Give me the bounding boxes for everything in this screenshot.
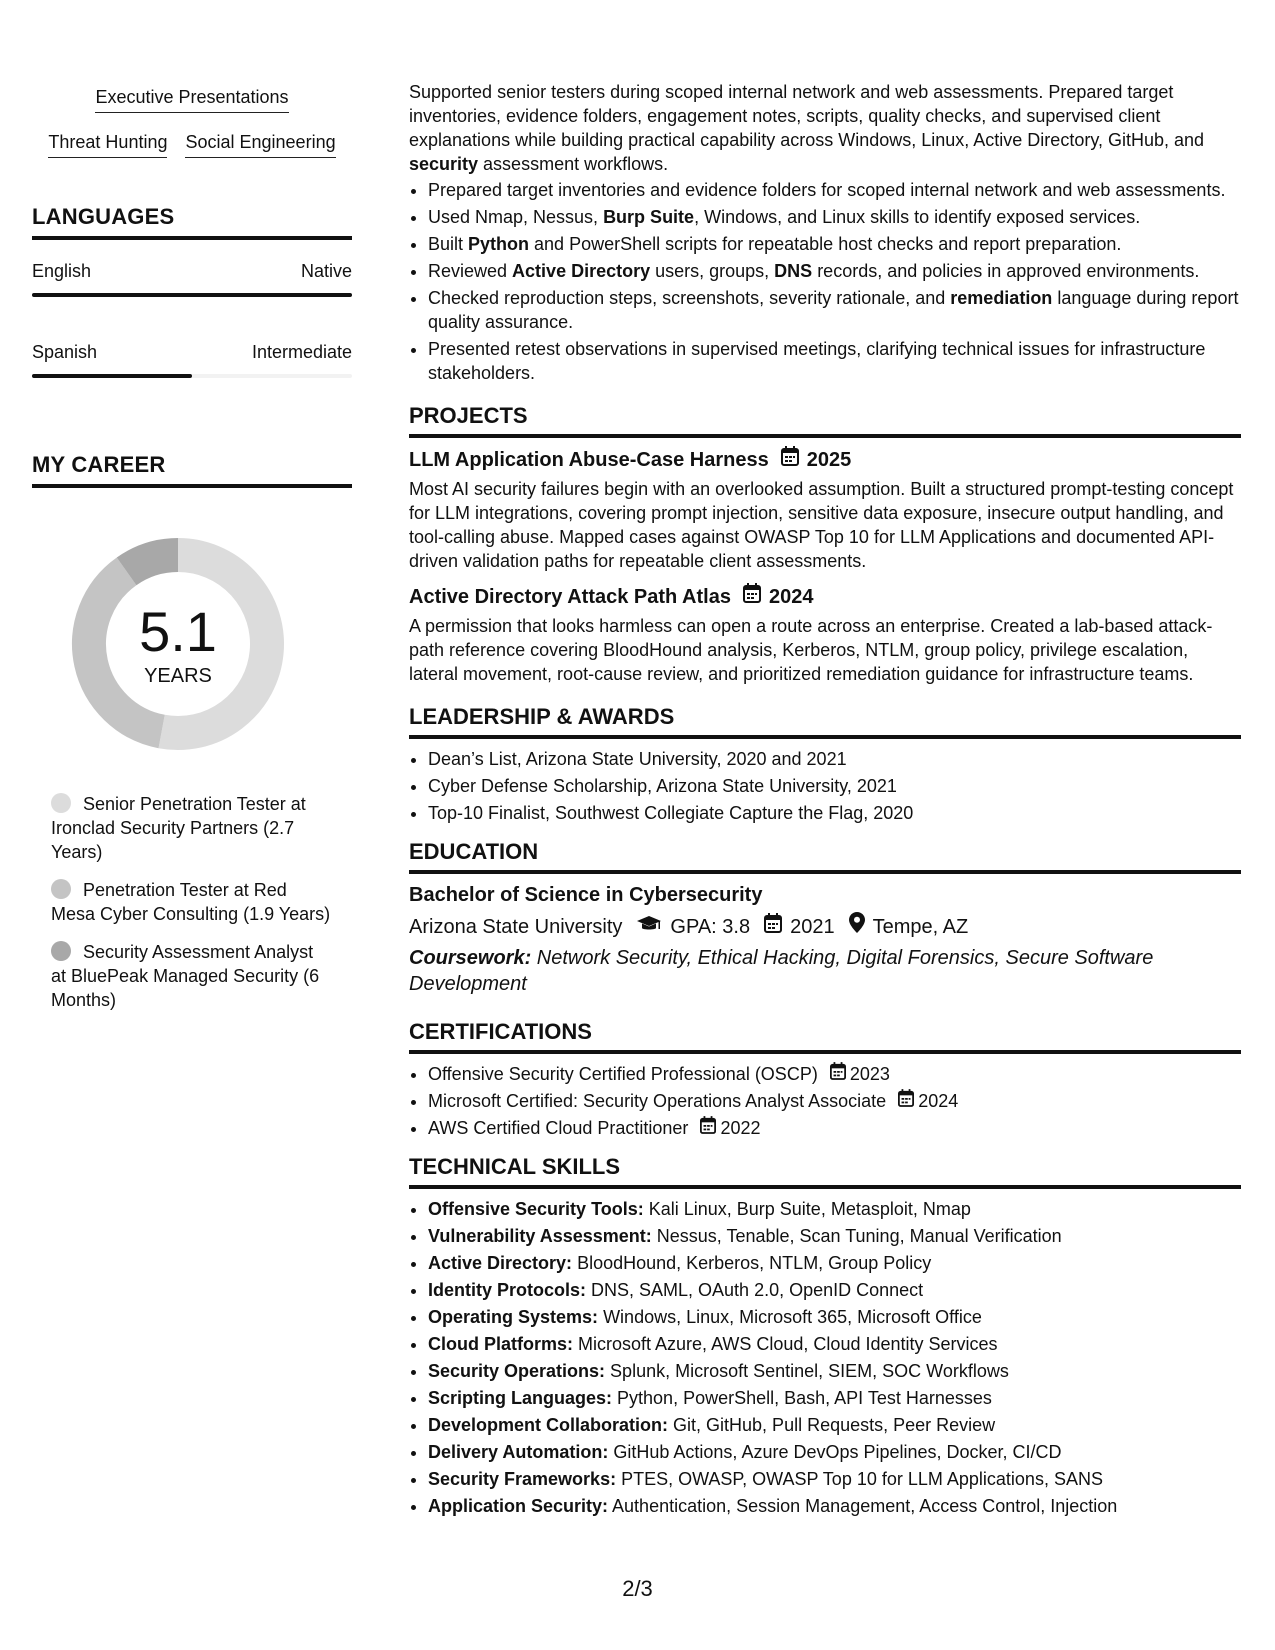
language-name: Spanish (32, 342, 98, 362)
career-role-text: Penetration Tester at Red Mesa Cyber Consulting (1.9 Years) (51, 880, 331, 924)
language-proficiency-bar (32, 374, 352, 378)
page-number: 2/3 (622, 1576, 653, 1601)
experience-summary: Supported senior testers during scoped internal network and web assessments. Prepared target inventories, evidence folders, engagement notes, scripts, quality checks, and supervised client explanations while building practical capability across Windows, Linux, Active Directory, GitHub, and security assessment workflows. (409, 82, 1205, 174)
certification-item: • Offensive Security Certified Professional (OSCP) 2023 (428, 1062, 1241, 1086)
language-proficiency-bar (32, 293, 352, 297)
skill-item: • Scripting Languages: Python, PowerShell, Bash, API Test Harnesses (428, 1386, 1241, 1410)
calendar-icon (830, 1062, 846, 1086)
coursework: Coursework: Network Security, Ethical Hacking, Digital Forensics, Secure Software Development (409, 947, 1154, 995)
calendar-icon (700, 1116, 716, 1140)
skill-item: • Active Directory: BloodHound, Kerberos, NTLM, Group Policy (428, 1251, 1241, 1275)
projects-heading: PROJECTS (409, 403, 1241, 438)
career-donut-segment (127, 555, 178, 571)
career-heading: MY CAREER (32, 452, 352, 488)
career-legend (51, 792, 331, 1026)
graduation-year: 2021 (790, 915, 835, 938)
skill-item: • Security Operations: Splunk, Microsoft Sentinel, SIEM, SOC Workflows (428, 1359, 1241, 1383)
languages-heading: LANGUAGES (32, 204, 352, 240)
degree-title: Bachelor of Science in Cybersecurity (409, 884, 763, 906)
experience-bullets (409, 178, 1241, 385)
career-legend-item (51, 792, 331, 864)
language-proficiency-fill (32, 293, 352, 297)
graduation-cap-icon (636, 913, 662, 941)
skill-item: • Vulnerability Assessment: Nessus, Tenable, Scan Tuning, Manual Verification (428, 1224, 1241, 1248)
school-location: Tempe, AZ (872, 915, 969, 938)
award-item: • Top-10 Finalist, Southwest Collegiate Capture the Flag, 2020 (428, 801, 1241, 825)
project-description: A permission that looks harmless can open a route across an enterprise. Created a lab-based attack-path reference covering BloodHound analysis, Kerberos, NTLM, group policy, privilege escalation, lateral movement, root-cause review, and prioritized remediation guidance for infrastructure teams. (409, 616, 1213, 684)
school-name: Arizona State University (409, 915, 623, 938)
project-entry (409, 446, 1241, 573)
awards-list (409, 747, 1241, 825)
project-description: Most AI security failures begin with an overlooked assumption. Built a structured prompt-testing concept for LLM integrations, covering prompt injection, sensitive data exposure, insecure output handling, and tool-calling abuse. Mapped cases against OWASP Top 10 for LLM Applications and documented API-driven validation paths for repeatable client assessments. (409, 479, 1234, 571)
certification-item: • Microsoft Certified: Security Operations Analyst Associate 2024 (428, 1089, 1241, 1113)
education-heading: EDUCATION (409, 839, 1241, 874)
project-year: 2024 (768, 585, 814, 608)
experience-bullet: • Reviewed Active Directory users, groups, DNS records, and policies in approved environments. (428, 259, 1241, 283)
main-column (409, 80, 1241, 1521)
skill-item: • Application Security: Authentication, Session Management, Access Control, Injection (428, 1494, 1241, 1518)
skills-list (409, 1197, 1241, 1518)
career-role-text: Senior Penetration Tester at Ironclad Security Partners (2.7 Years) (51, 794, 306, 862)
career-section (32, 452, 352, 1010)
skill-item: • Identity Protocols: DNS, SAML, OAuth 2.0, OpenID Connect (428, 1278, 1241, 1302)
calendar-icon (781, 446, 799, 473)
project-entry (409, 583, 1241, 686)
career-donut-chart (66, 532, 290, 756)
tags-row (32, 86, 352, 113)
skill-item: • Cloud Platforms: Microsoft Azure, AWS Cloud, Cloud Identity Services (428, 1332, 1241, 1356)
certification-year: 2024 (918, 1091, 959, 1111)
experience-bullet: • Built Python and PowerShell scripts for repeatable host checks and report preparation. (428, 232, 1241, 256)
project-title-row (409, 446, 1241, 473)
legend-dot-icon (51, 941, 71, 961)
project-title: Active Directory Attack Path Atlas (409, 585, 731, 608)
language-name: English (32, 261, 92, 281)
project-year: 2025 (806, 448, 852, 471)
legend-dot-icon (51, 793, 71, 813)
sidebar (32, 86, 352, 378)
certification-year: 2022 (720, 1118, 761, 1138)
certifications-heading: CERTIFICATIONS (409, 1019, 1241, 1054)
education-meta-row (409, 912, 1241, 941)
language-level: Intermediate (251, 342, 352, 362)
career-legend-item (51, 940, 331, 1012)
skill-tag: Social Engineering (185, 131, 335, 158)
skill-item: • Security Frameworks: PTES, OWASP, OWASP Top 10 for LLM Applications, SANS (428, 1467, 1241, 1491)
skills-heading: TECHNICAL SKILLS (409, 1154, 1241, 1189)
skill-tag: Executive Presentations (95, 86, 288, 113)
award-item: • Cyber Defense Scholarship, Arizona State University, 2021 (428, 774, 1241, 798)
language-level: Native (300, 261, 352, 281)
gpa: GPA: 3.8 (670, 915, 751, 938)
award-item: • Dean’s List, Arizona State University, 2020 and 2021 (428, 747, 1241, 771)
skill-item: • Operating Systems: Windows, Linux, Microsoft 365, Microsoft Office (428, 1305, 1241, 1329)
career-role-text: Security Assessment Analyst at BluePeak Managed Security (6 Months) (51, 942, 320, 1010)
certification-year: 2023 (849, 1064, 890, 1084)
languages-section (32, 204, 352, 378)
skill-tag: Threat Hunting (48, 131, 167, 158)
location-pin-icon (849, 912, 865, 941)
language-row (32, 341, 352, 363)
project-title: LLM Application Abuse-Case Harness (409, 448, 769, 471)
skill-item: • Delivery Automation: GitHub Actions, Azure DevOps Pipelines, Docker, CI/CD (428, 1440, 1241, 1464)
certification-item: • AWS Certified Cloud Practitioner 2022 (428, 1116, 1241, 1140)
language-proficiency-fill (32, 374, 192, 378)
tags-row (32, 131, 352, 158)
experience-bullet: • Checked reproduction steps, screenshots, severity rationale, and remediation language during report quality assurance. (428, 286, 1241, 334)
skill-item: • Offensive Security Tools: Kali Linux, Burp Suite, Metasploit, Nmap (428, 1197, 1241, 1221)
calendar-icon (898, 1089, 914, 1113)
experience-bullet: • Used Nmap, Nessus, Burp Suite, Windows, and Linux skills to identify exposed services. (428, 205, 1241, 229)
experience-bullet: • Prepared target inventories and evidence folders for scoped internal network and web assessments. (428, 178, 1241, 202)
awards-heading: LEADERSHIP & AWARDS (409, 704, 1241, 739)
calendar-icon (743, 583, 761, 610)
career-legend-item (51, 878, 331, 926)
skill-item: • Development Collaboration: Git, GitHub, Pull Requests, Peer Review (428, 1413, 1241, 1437)
career-total-unit: YEARS (144, 665, 212, 687)
certifications-list (409, 1062, 1241, 1140)
calendar-icon (764, 913, 782, 941)
career-total-years: 5.1 (139, 600, 217, 663)
language-row (32, 260, 352, 282)
project-title-row (409, 583, 1241, 610)
experience-bullet: • Presented retest observations in supervised meetings, clarifying technical issues for infrastructure stakeholders. (428, 337, 1241, 385)
legend-dot-icon (51, 879, 71, 899)
